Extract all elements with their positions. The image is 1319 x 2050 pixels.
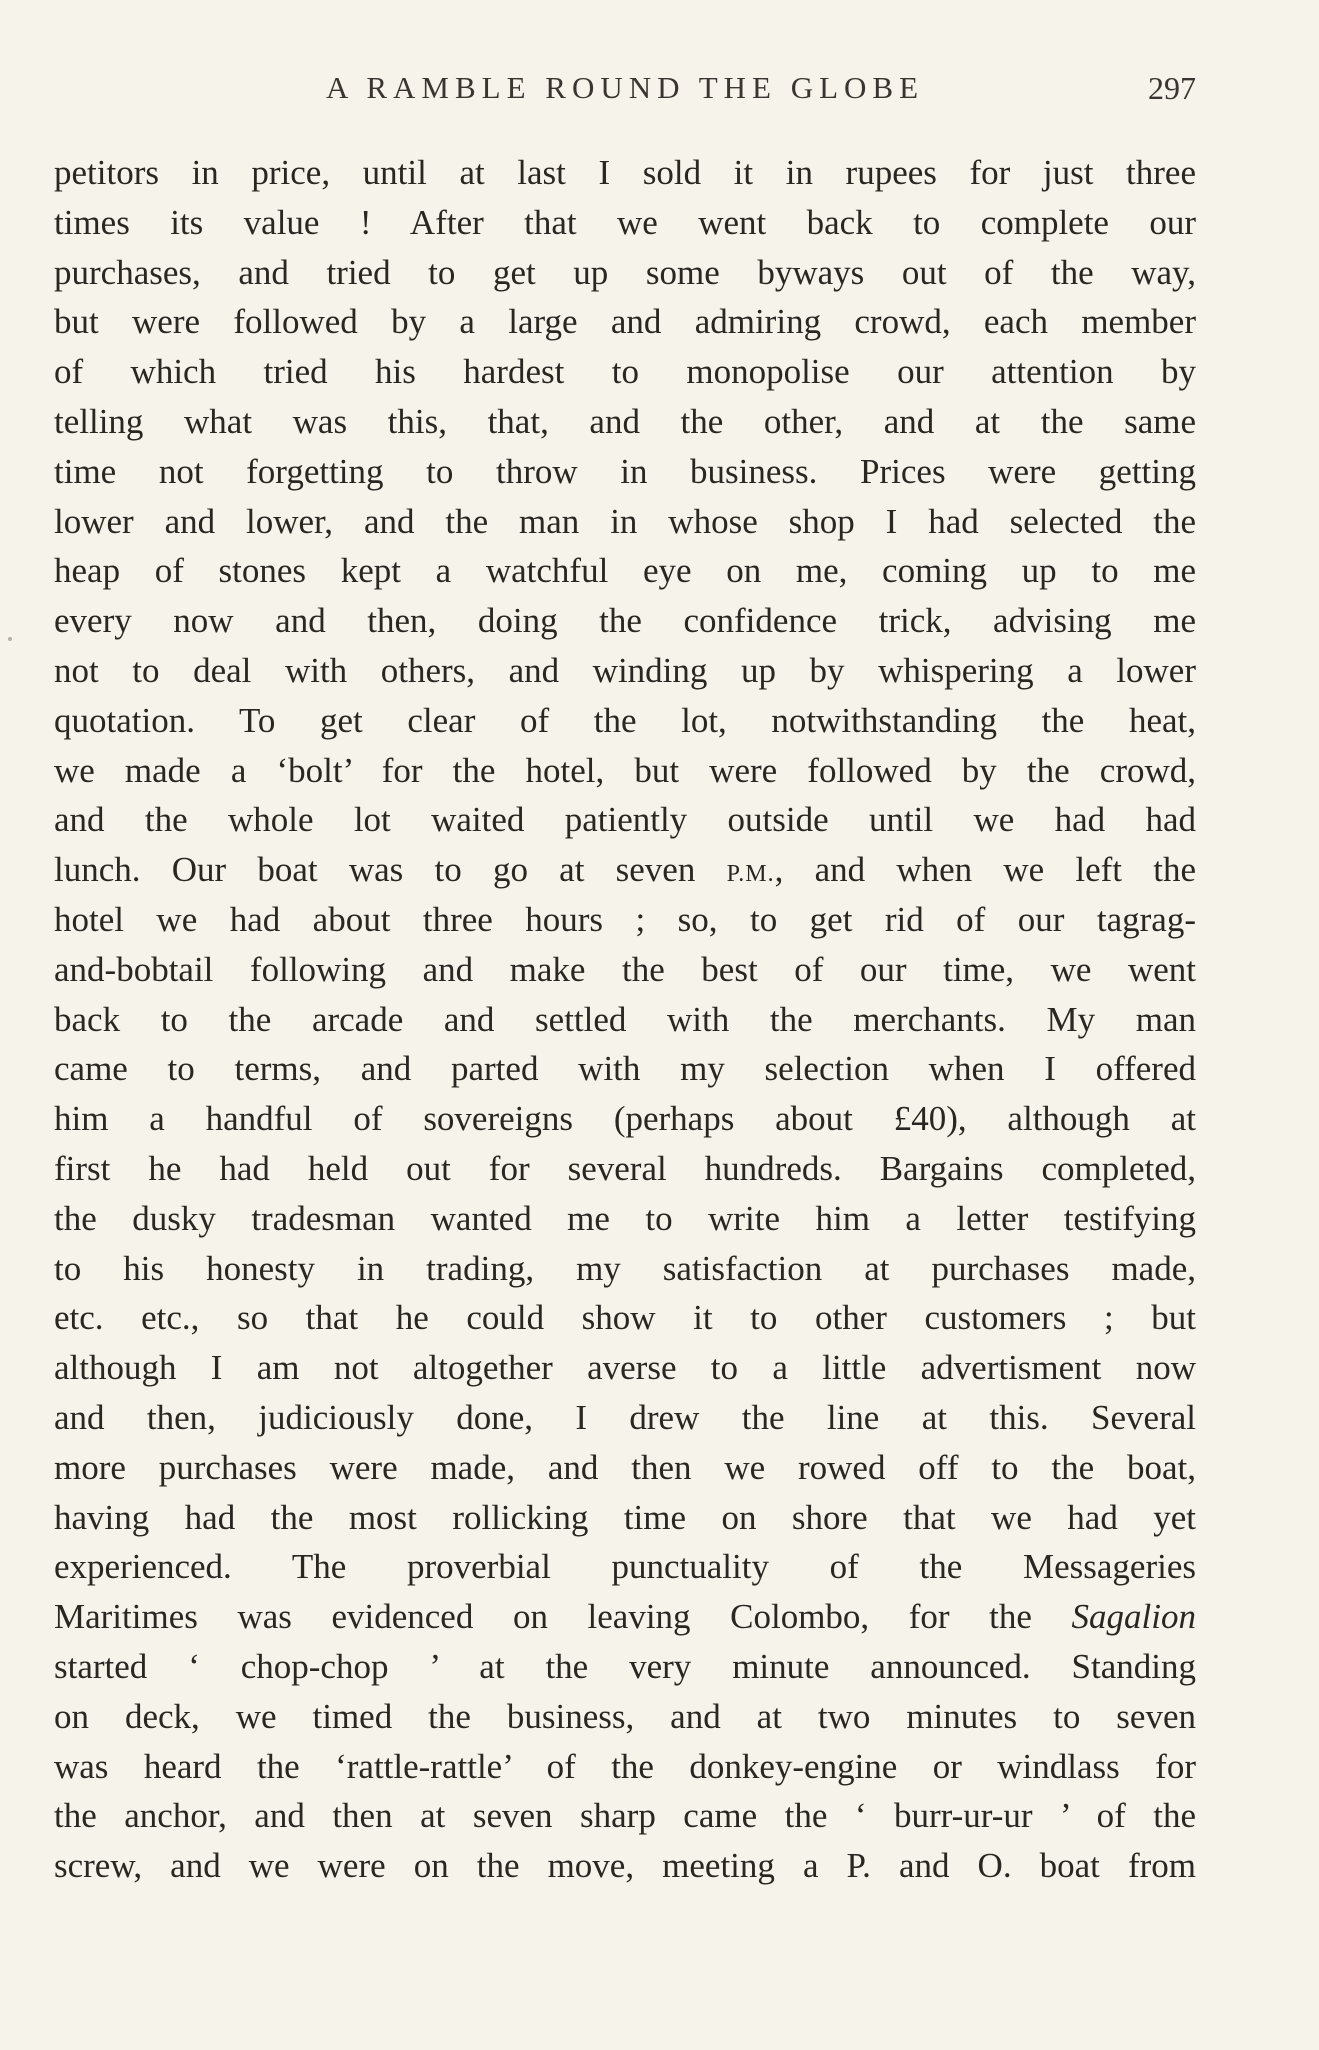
text-line: of which tried his hardest to monopolise our attention by xyxy=(54,352,1196,392)
text-line: although I am not altogether averse to a little advertisment now xyxy=(54,1348,1196,1388)
text-line: not to deal with others, and winding up by whispering a lower xyxy=(54,650,1196,690)
text-line: on deck, we timed the business, and at two minutes to seven xyxy=(54,1696,1196,1736)
text-line: the dusky tradesman wanted me to write him a letter testifying xyxy=(54,1198,1196,1238)
text-line xyxy=(54,845,1196,895)
text-line: heap of stones kept a watchful eye on me, coming up to me xyxy=(54,551,1196,591)
text-line: started ‘ chop-chop ’ at the very minute announced. Standing xyxy=(54,1646,1196,1686)
page-number: 297 xyxy=(1148,70,1196,106)
ship-name: Sagalion xyxy=(1071,1597,1196,1637)
text-line: we made a ‘bolt’ for the hotel, but were followed by the crowd, xyxy=(54,750,1196,790)
text-line xyxy=(54,1592,1196,1642)
text-line: time not forgetting to throw in business. Prices were getting xyxy=(54,451,1196,491)
text-run: Maritimes was evidenced on leaving Colombo, for the xyxy=(54,1597,1072,1637)
page-header xyxy=(54,70,1196,118)
text-line: hotel we had about three hours ; so, to get rid of our tagrag- xyxy=(54,899,1196,939)
text-line: purchases, and tried to get up some byways out of the way, xyxy=(54,252,1196,292)
text-line: but were followed by a large and admiring crowd, each member xyxy=(54,302,1196,342)
text-line: lower and lower, and the man in whose shop I had selected the xyxy=(54,501,1196,541)
text-line: times its value ! After that we went back to complete our xyxy=(54,202,1196,242)
text-line: telling what was this, that, and the other, and at the same xyxy=(54,401,1196,441)
body-text xyxy=(54,148,1196,1891)
text-line: and-bobtail following and make the best of our time, we went xyxy=(54,949,1196,989)
text-line: to his honesty in trading, my satisfaction at purchases made, xyxy=(54,1248,1196,1288)
text-line: came to terms, and parted with my selection when I offered xyxy=(54,1049,1196,1089)
text-line: screw, and we were on the move, meeting a P. and O. boat from xyxy=(54,1846,1196,1886)
text-line: petitors in price, until at last I sold it in rupees for just three xyxy=(54,153,1196,192)
text-line: experienced. The proverbial punctuality of the Messageries xyxy=(54,1547,1196,1587)
text-run: , and when we left the xyxy=(774,850,1196,890)
text-line: and then, judiciously done, I drew the line at this. Several xyxy=(54,1397,1196,1437)
running-title: A RAMBLE ROUND THE GLOBE xyxy=(325,70,925,105)
text-line: and the whole lot waited patiently outside until we had had xyxy=(54,800,1196,840)
text-line: back to the arcade and settled with the merchants. My man xyxy=(54,999,1196,1039)
text-line: having had the most rollicking time on shore that we had yet xyxy=(54,1497,1196,1537)
text-line: the anchor, and then at seven sharp came the ‘ burr-ur-ur ’ of the xyxy=(54,1796,1196,1836)
margin-speck xyxy=(8,637,12,641)
text-line: first he had held out for several hundreds. Bargains completed, xyxy=(54,1148,1196,1188)
text-line: every now and then, doing the confidence trick, advising me xyxy=(54,601,1196,641)
text-run: lunch. Our boat was to go at seven xyxy=(54,850,727,890)
text-line: etc. etc., so that he could show it to other customers ; but xyxy=(54,1298,1196,1338)
text-line: was heard the ‘rattle-rattle’ of the donkey-engine or windlass for xyxy=(54,1746,1196,1786)
small-caps-text: P.M. xyxy=(726,861,775,888)
text-line: more purchases were made, and then we rowed off to the boat, xyxy=(54,1447,1196,1487)
text-line: him a handful of sovereigns (perhaps about £40), although at xyxy=(54,1099,1196,1139)
text-line: quotation. To get clear of the lot, notwithstanding the heat, xyxy=(54,700,1196,740)
